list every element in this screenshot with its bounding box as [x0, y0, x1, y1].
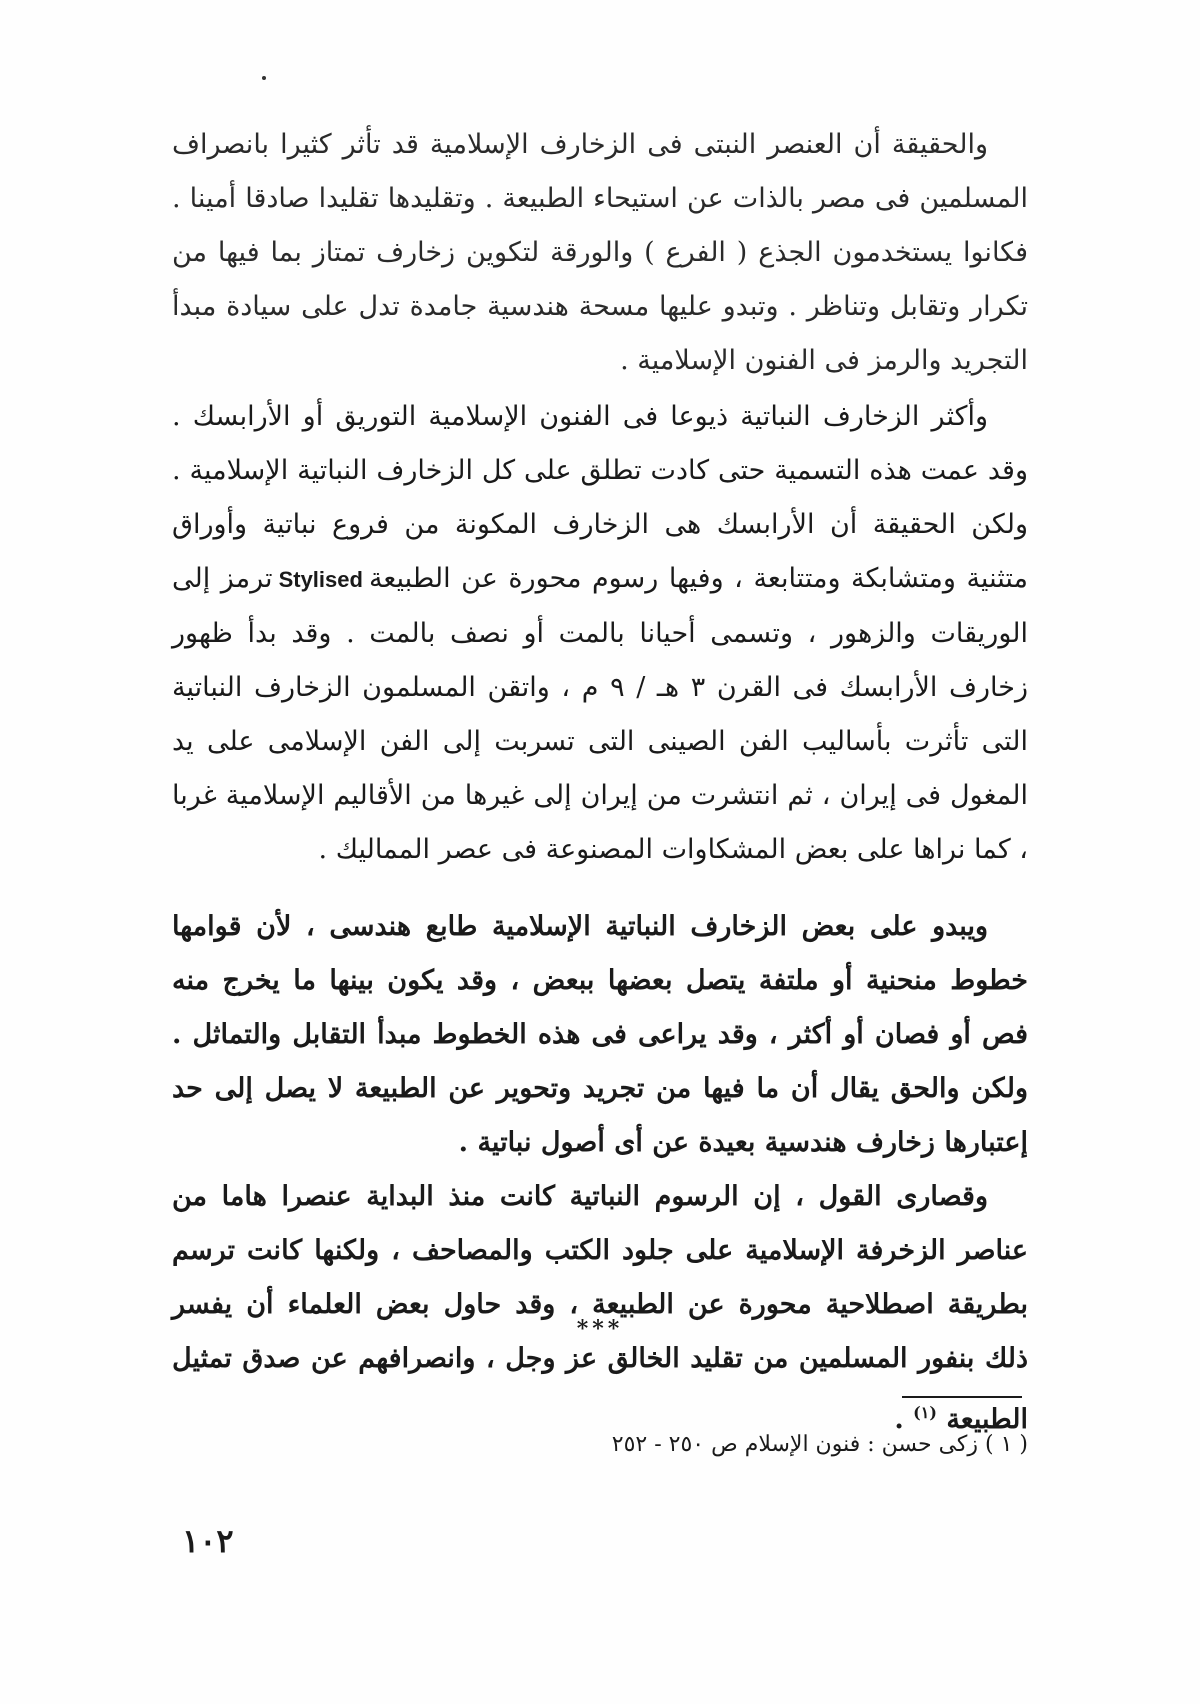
paragraph-4-text [172, 1170, 1028, 1447]
paragraph-2-before: وأكثر الزخارف النباتية ذيوعا فى الفنون الإسلامية التوريق أو الأرابسك . وقد عمت هذه التسمية حتى كادت تطلق على كل الزخارف النباتية الإسلامية . ولكن الحقيقة أن الأرابسك هى الزخارف المكونة من فروع نباتية وأوراق متثنية ومتشابكة ومتتابعة ، وفيها رسوم محورة عن الطبيعة [172, 401, 1028, 594]
paragraph-2-text [172, 390, 1028, 877]
page-number: ١٠٢ [182, 1522, 234, 1560]
foreign-term: Stylised [278, 567, 363, 592]
paragraph-2 [172, 390, 1028, 877]
footnote-reference: (١) [913, 1403, 937, 1422]
paragraph-1 [172, 118, 1028, 388]
scan-speck [262, 76, 266, 80]
footnote: ( ١ ) زكى حسن : فنون الإسلام ص ٢٥٠ - ٢٥٢ [611, 1432, 1028, 1457]
paragraph-1-text: والحقيقة أن العنصر النبتى فى الزخارف الإسلامية قد تأثر كثيرا بانصراف المسلمين فى مصر بالذات عن استيحاء الطبيعة . وتقليدها تقليدا صادقا أمينا . فكانوا يستخدمون الجذع ( الفرع ) والورقة لتكوين زخارف تمتاز بما فيها من تكرار وتقابل وتناظر . وتبدو عليها مسحة هندسية جامدة تدل على سيادة مبدأ التجريد والرمز فى الفنون الإسلامية . [172, 129, 1028, 376]
paragraph-4-end: . [894, 1404, 904, 1435]
paragraph-4-body: وقصارى القول ، إن الرسوم النباتية كانت منذ البداية عنصرا هاما من عناصر الزخرفة الإسلامية على جلود الكتب والمصاحف ، ولكنها كانت ترسم بطريقة اصطلاحية محورة عن الطبيعة ، وقد حاول بعض العلماء أن يفسر ذلك بنفور المسلمين من تقليد الخالق عز وجل ، وانصرافهم عن صدق تمثيل الطبيعة [172, 1181, 1028, 1435]
paragraph-2-after: ترمز إلى الوريقات والزهور ، وتسمى أحيانا بالمت أو نصف بالمت . وقد بدأ ظهور زخارف الأرابسك فى القرن ٣ هـ / ٩ م ، واتقن المسلمون الزخارف النباتية التى تأثرت بأساليب الفن الصينى التى تسربت إلى الفن الإسلامى على يد المغول فى إيران ، ثم انتشرت من إيران إلى غيرها من الأقاليم الإسلامية غربا ، كما نراها على بعض المشكاوات المصنوعة فى عصر المماليك . [172, 563, 1028, 865]
section-ornament: *** [576, 1316, 624, 1342]
paragraph-3-text: ويبدو على بعض الزخارف النباتية الإسلامية طابع هندسى ، لأن قوامها خطوط منحنية أو ملتفة يتصل بعضها ببعض ، وقد يكون بينها ما يخرج منه فص أو فصان أو أكثر ، وقد يراعى فى هذه الخطوط مبدأ التقابل والتماثل . ولكن والحق يقال أن ما فيها من تجريد وتحوير عن الطبيعة لا يصل إلى حد إعتبارها زخارف هندسية بعيدة عن أى أصول نباتية . [172, 911, 1028, 1158]
paragraph-3 [172, 900, 1028, 1170]
paragraph-4 [172, 1170, 1028, 1447]
footnote-divider [902, 1396, 1022, 1398]
